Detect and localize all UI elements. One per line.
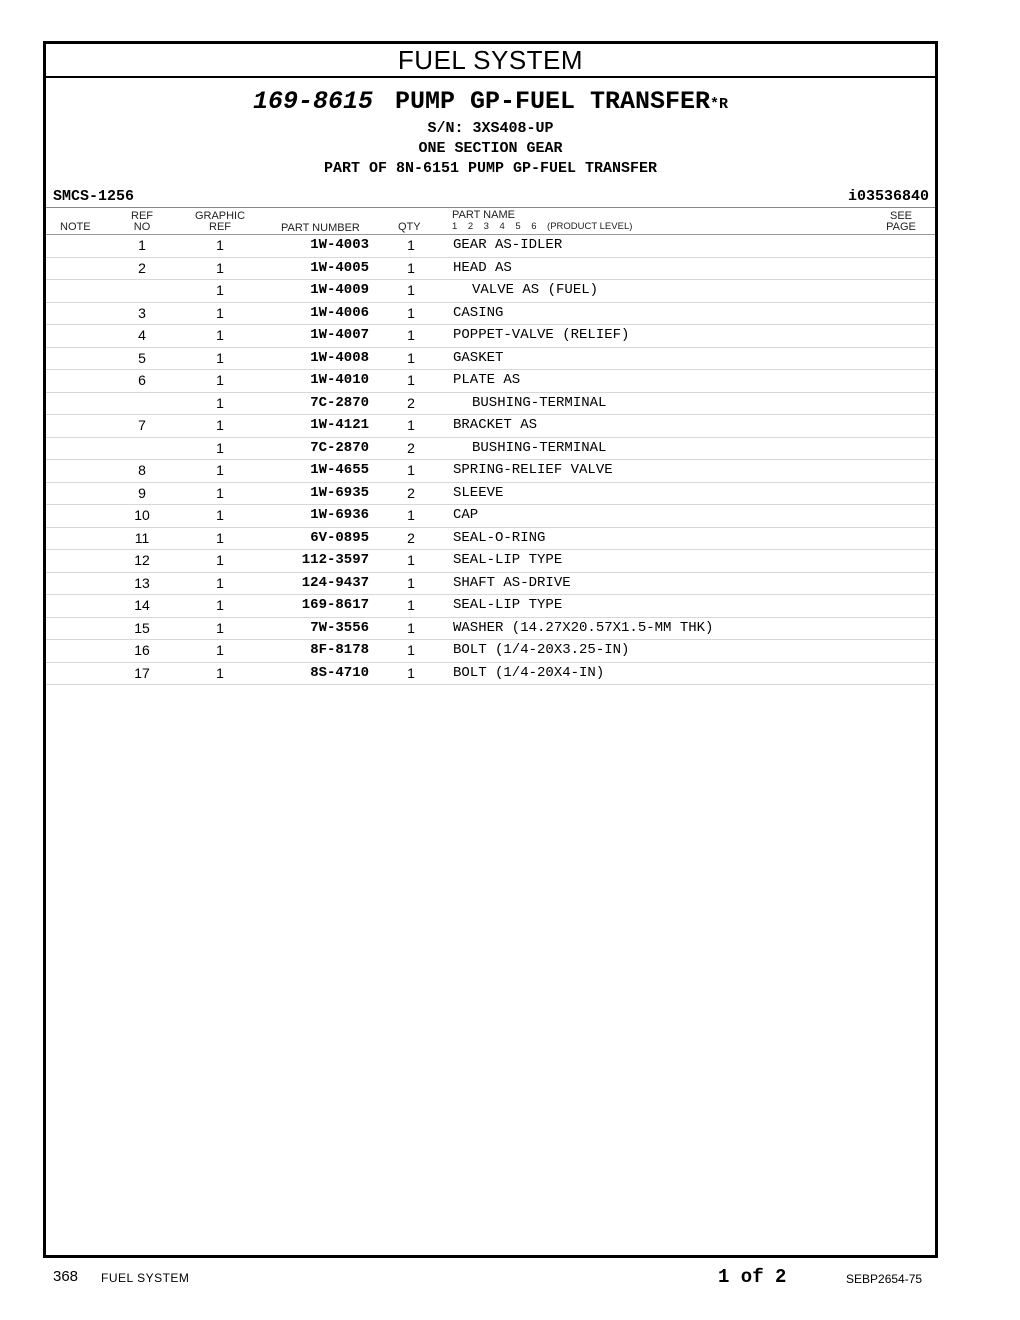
part-number: 1W-4005 xyxy=(310,259,369,276)
table-row xyxy=(46,438,935,461)
part-of-line: PART OF 8N-6151 PUMP GP-FUEL TRANSFER xyxy=(323,160,658,177)
table-row xyxy=(46,595,935,618)
part-number: 7W-3556 xyxy=(310,619,369,636)
graphic-ref: 1 xyxy=(216,642,224,658)
col-graphic-top: GRAPHIC xyxy=(194,210,246,222)
table-row xyxy=(46,505,935,528)
graphic-ref: 1 xyxy=(216,507,224,523)
section-title: FUEL SYSTEM xyxy=(46,44,935,78)
part-number: 7C-2870 xyxy=(310,439,369,456)
ref-number: 14 xyxy=(134,597,150,613)
part-name: BRACKET AS xyxy=(453,417,538,433)
col-part-number: PART NUMBER xyxy=(281,222,360,234)
quantity: 1 xyxy=(407,282,415,298)
graphic-ref: 1 xyxy=(216,439,224,456)
part-number: 1W-6935 xyxy=(310,484,369,501)
parts-table xyxy=(46,235,935,685)
footer-page-of: 1 of 2 xyxy=(718,1266,787,1288)
part-name: POPPET-VALVE (RELIEF) xyxy=(453,327,630,343)
part-number: 7C-2870 xyxy=(310,394,369,411)
page-frame xyxy=(43,41,938,1258)
part-name: BOLT (1/4-20X3.25-IN) xyxy=(453,642,630,658)
group-description: ONE SECTION GEAR xyxy=(418,140,563,157)
part-name: BUSHING-TERMINAL xyxy=(472,439,607,456)
part-name: BOLT (1/4-20X4-IN) xyxy=(453,664,605,681)
quantity: 2 xyxy=(407,394,415,411)
table-row xyxy=(46,483,935,506)
ref-number: 1 xyxy=(138,237,146,253)
part-name: VALVE AS (FUEL) xyxy=(472,282,599,298)
part-number: 8F-8178 xyxy=(310,642,369,658)
ref-number: 5 xyxy=(138,349,146,366)
quantity: 1 xyxy=(407,642,415,658)
part-name: WASHER (14.27X20.57X1.5-MM THK) xyxy=(453,619,714,636)
graphic-ref: 1 xyxy=(216,529,224,546)
table-row xyxy=(46,528,935,551)
part-name: SEAL-LIP TYPE xyxy=(453,597,563,613)
quantity: 2 xyxy=(407,484,415,501)
table-row xyxy=(46,573,935,596)
quantity: 1 xyxy=(407,327,415,343)
part-name: GASKET xyxy=(453,349,504,366)
ref-number: 12 xyxy=(134,552,150,568)
quantity: 1 xyxy=(407,507,415,523)
page-footer xyxy=(0,1262,1020,1292)
smcs-row xyxy=(46,187,935,208)
part-name: HEAD AS xyxy=(453,259,512,276)
part-name: SHAFT AS-DRIVE xyxy=(453,574,571,591)
ref-number: 3 xyxy=(138,304,146,321)
quantity: 1 xyxy=(407,664,415,681)
ref-number: 8 xyxy=(138,462,146,478)
graphic-ref: 1 xyxy=(216,372,224,388)
graphic-ref: 1 xyxy=(216,394,224,411)
table-row xyxy=(46,280,935,303)
table-row xyxy=(46,415,935,438)
part-number: 169-8617 xyxy=(301,597,369,613)
ref-number: 11 xyxy=(134,529,150,546)
part-number: 112-3597 xyxy=(301,552,369,568)
quantity: 1 xyxy=(407,462,415,478)
ref-number: 17 xyxy=(134,664,150,681)
quantity: 1 xyxy=(407,619,415,636)
table-row xyxy=(46,618,935,641)
table-row xyxy=(46,663,935,686)
graphic-ref: 1 xyxy=(216,237,224,253)
graphic-ref: 1 xyxy=(216,259,224,276)
quantity: 1 xyxy=(407,372,415,388)
column-headers xyxy=(46,208,935,235)
table-row xyxy=(46,258,935,281)
graphic-ref: 1 xyxy=(216,484,224,501)
quantity: 1 xyxy=(407,304,415,321)
part-number: 6V-0895 xyxy=(310,529,369,546)
quantity: 1 xyxy=(407,597,415,613)
graphic-ref: 1 xyxy=(216,327,224,343)
graphic-ref: 1 xyxy=(216,552,224,568)
table-row xyxy=(46,303,935,326)
part-name: SEAL-O-RING xyxy=(453,529,546,546)
quantity: 1 xyxy=(407,574,415,591)
group-header xyxy=(46,88,935,179)
part-number: 1W-4655 xyxy=(310,462,369,478)
part-name: CASING xyxy=(453,304,504,321)
ref-number: 15 xyxy=(134,619,150,636)
table-row xyxy=(46,348,935,371)
ref-number: 4 xyxy=(138,327,146,343)
graphic-ref: 1 xyxy=(216,304,224,321)
part-name: SEAL-LIP TYPE xyxy=(453,552,563,568)
part-name: SPRING-RELIEF VALVE xyxy=(453,462,613,478)
part-number: 124-9437 xyxy=(301,574,369,591)
quantity: 1 xyxy=(407,237,415,253)
part-number: 1W-4009 xyxy=(310,282,369,298)
col-see-bottom: PAGE xyxy=(886,221,916,233)
table-row xyxy=(46,235,935,258)
ref-number: 6 xyxy=(138,372,146,388)
serial-number: S/N: 3XS408-UP xyxy=(427,120,554,137)
footer-page-number: 368 xyxy=(53,1268,79,1285)
part-number: 1W-4008 xyxy=(310,349,369,366)
group-number: 169-8615 xyxy=(252,87,373,116)
part-name: BUSHING-TERMINAL xyxy=(472,394,607,411)
quantity: 1 xyxy=(407,417,415,433)
smcs-code: SMCS-1256 xyxy=(53,188,135,205)
col-part-name: PART NAME xyxy=(452,209,515,221)
ref-number: 7 xyxy=(138,417,146,433)
col-graphic-bottom: REF xyxy=(209,221,231,233)
part-name: GEAR AS-IDLER xyxy=(453,237,563,253)
quantity: 1 xyxy=(407,349,415,366)
graphic-ref: 1 xyxy=(216,574,224,591)
graphic-ref: 1 xyxy=(216,282,224,298)
graphic-ref: 1 xyxy=(216,462,224,478)
col-ref-bottom: NO xyxy=(133,221,151,233)
table-row xyxy=(46,460,935,483)
footer-section: FUEL SYSTEM xyxy=(101,1271,190,1285)
graphic-ref: 1 xyxy=(216,349,224,366)
graphic-ref: 1 xyxy=(216,619,224,636)
table-row xyxy=(46,393,935,416)
col-see-top: SEE xyxy=(889,210,912,222)
table-row xyxy=(46,370,935,393)
quantity: 2 xyxy=(407,439,415,456)
part-number: 8S-4710 xyxy=(310,664,369,681)
quantity: 1 xyxy=(407,259,415,276)
col-note: NOTE xyxy=(60,221,91,233)
ref-number: 2 xyxy=(138,259,146,276)
part-number: 1W-6936 xyxy=(310,507,369,523)
table-row xyxy=(46,325,935,348)
quantity: 1 xyxy=(407,552,415,568)
part-name: PLATE AS xyxy=(453,372,521,388)
col-ref-top: REF xyxy=(131,210,153,222)
col-product-levels: 1 2 3 4 5 6 (PRODUCT LEVEL) xyxy=(452,221,633,232)
part-number: 1W-4006 xyxy=(310,304,369,321)
col-qty: QTY xyxy=(398,221,421,233)
part-name: CAP xyxy=(453,507,479,523)
graphic-ref: 1 xyxy=(216,417,224,433)
ref-number: 10 xyxy=(134,507,150,523)
footer-doc-number: SEBP2654-75 xyxy=(846,1272,923,1286)
illustration-id: i03536840 xyxy=(847,188,929,205)
ref-number: 9 xyxy=(138,484,146,501)
ref-number: 13 xyxy=(134,574,150,591)
graphic-ref: 1 xyxy=(216,664,224,681)
ref-number: 16 xyxy=(134,642,150,658)
group-title-line xyxy=(46,88,935,119)
part-number: 1W-4003 xyxy=(310,237,369,253)
group-marker: *R xyxy=(710,96,729,113)
group-name: PUMP GP-FUEL TRANSFER xyxy=(394,87,711,116)
table-row xyxy=(46,550,935,573)
part-name: SLEEVE xyxy=(453,484,504,501)
part-number: 1W-4121 xyxy=(310,417,369,433)
part-number: 1W-4007 xyxy=(310,327,369,343)
graphic-ref: 1 xyxy=(216,597,224,613)
part-number: 1W-4010 xyxy=(310,372,369,388)
table-row xyxy=(46,640,935,663)
quantity: 2 xyxy=(407,529,415,546)
